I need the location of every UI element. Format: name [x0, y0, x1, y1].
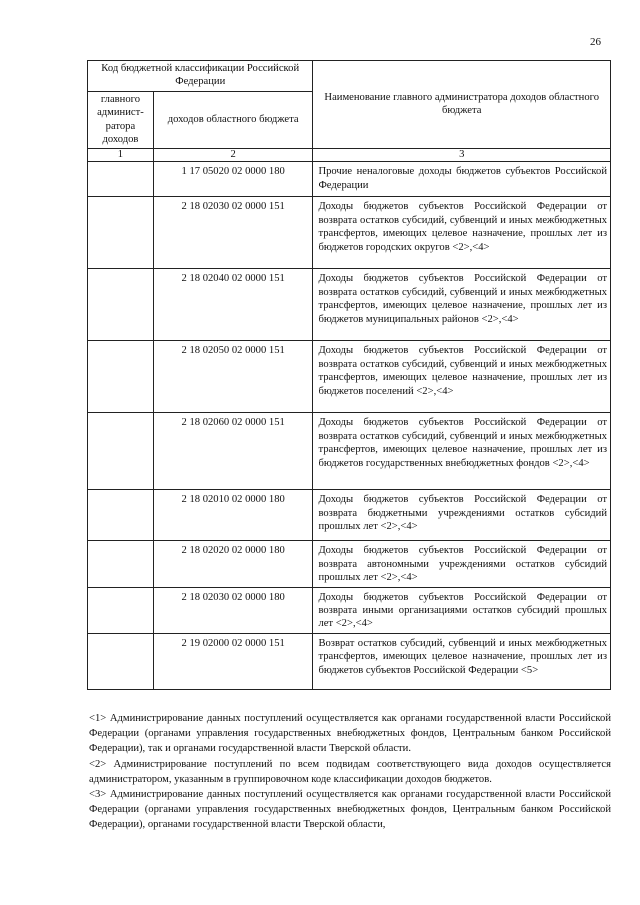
- income-code-cell: 2 18 02060 02 0000 151: [153, 413, 313, 490]
- income-code-cell: 2 18 02030 02 0000 151: [153, 197, 313, 269]
- footnote-1: <1> Администрирование данных поступлений осуществляется как органами государственной власти Российской Федерации (органами управления государственных внебюджетных фондов, Центральным банком Российской Федерации), так и органами государственной власти Тверской области.: [89, 713, 611, 755]
- income-code-cell: 2 18 02030 02 0000 180: [153, 587, 313, 633]
- income-code-cell: 2 18 02020 02 0000 180: [153, 541, 313, 587]
- header-row-group: [88, 61, 611, 92]
- page-number: 26: [590, 36, 601, 48]
- income-code-cell: 2 18 02010 02 0000 180: [153, 490, 313, 541]
- table-row: [88, 341, 611, 413]
- header-name-cell: Наименование главного администратора доходов областного бюджета: [313, 61, 611, 149]
- header-num-3: 3: [313, 149, 611, 162]
- admin-code-cell: [88, 490, 154, 541]
- table-row: [88, 587, 611, 633]
- table-row: [88, 633, 611, 689]
- table-row: [88, 541, 611, 587]
- admin-code-cell: [88, 162, 154, 197]
- table-row: [88, 197, 611, 269]
- income-name-cell: Доходы бюджетов субъектов Российской Федерации от возврата автономными учреждениями остатков субсидий прошлых лет <2>,<4>: [313, 541, 611, 587]
- income-code-cell: 2 18 02040 02 0000 151: [153, 269, 313, 341]
- admin-code-cell: [88, 269, 154, 341]
- admin-code-cell: [88, 341, 154, 413]
- footnotes: [89, 711, 611, 833]
- income-name-cell: Доходы бюджетов субъектов Российской Федерации от возврата остатков субсидий, субвенций и иных межбюджетных трансфертов, имеющих целевое назначение, прошлых лет из бюджетов муниципальных районов <2>,<4>: [313, 269, 611, 341]
- footnote-3: <3> Администрирование данных поступлений осуществляется как органами государственной власти Российской Федерации (органами управления государственных внебюджетных фондов, Центральным банком Российской Федерации), органами государственной власти Тверской области,: [89, 789, 611, 831]
- admin-code-cell: [88, 541, 154, 587]
- income-name-cell: Возврат остатков субсидий, субвенций и иных межбюджетных трансфертов, имеющих целевое назначение, прошлых лет из бюджетов субъектов Российской Федерации <5>: [313, 633, 611, 689]
- header-admin-cell: главного админист-ратора доходов: [88, 91, 154, 149]
- income-name-cell: Доходы бюджетов субъектов Российской Федерации от возврата остатков субсидий, субвенций и иных межбюджетных трансфертов, имеющих целевое назначение, прошлых лет из бюджетов государственных внебюджетных фондов <2>,<4>: [313, 413, 611, 490]
- header-code-cell: доходов областного бюджета: [153, 91, 313, 149]
- budget-classification-table: [87, 60, 611, 690]
- table-row: [88, 490, 611, 541]
- income-name-cell: Доходы бюджетов субъектов Российской Федерации от возврата бюджетными учреждениями остатков субсидий прошлых лет <2>,<4>: [313, 490, 611, 541]
- income-code-cell: 2 19 02000 02 0000 151: [153, 633, 313, 689]
- header-group-cell: Код бюджетной классификации Российской Федерации: [88, 61, 313, 92]
- admin-code-cell: [88, 633, 154, 689]
- admin-code-cell: [88, 197, 154, 269]
- income-name-cell: Прочие неналоговые доходы бюджетов субъектов Российской Федерации: [313, 162, 611, 197]
- income-code-cell: 1 17 05020 02 0000 180: [153, 162, 313, 197]
- table-row: [88, 413, 611, 490]
- table-row: [88, 269, 611, 341]
- admin-code-cell: [88, 587, 154, 633]
- income-name-cell: Доходы бюджетов субъектов Российской Федерации от возврата иными организациями остатков субсидий прошлых лет <2>,<4>: [313, 587, 611, 633]
- header-num-2: 2: [153, 149, 313, 162]
- admin-code-cell: [88, 413, 154, 490]
- table-row: [88, 162, 611, 197]
- income-name-cell: Доходы бюджетов субъектов Российской Федерации от возврата остатков субсидий, субвенций и иных межбюджетных трансфертов, имеющих целевое назначение, прошлых лет из бюджетов поселений <2>,<4>: [313, 341, 611, 413]
- income-name-cell: Доходы бюджетов субъектов Российской Федерации от возврата остатков субсидий, субвенций и иных межбюджетных трансфертов, имеющих целевое назначение, прошлых лет из бюджетов городских округов <2>,<4>: [313, 197, 611, 269]
- income-code-cell: 2 18 02050 02 0000 151: [153, 341, 313, 413]
- header-row-numbers: [88, 149, 611, 162]
- footnote-2: <2> Администрирование поступлений по всем подвидам соответствующего вида доходов осуществляется администратором, указанным в группировочном коде классификации доходов бюджетов.: [89, 758, 611, 785]
- header-num-1: 1: [88, 149, 154, 162]
